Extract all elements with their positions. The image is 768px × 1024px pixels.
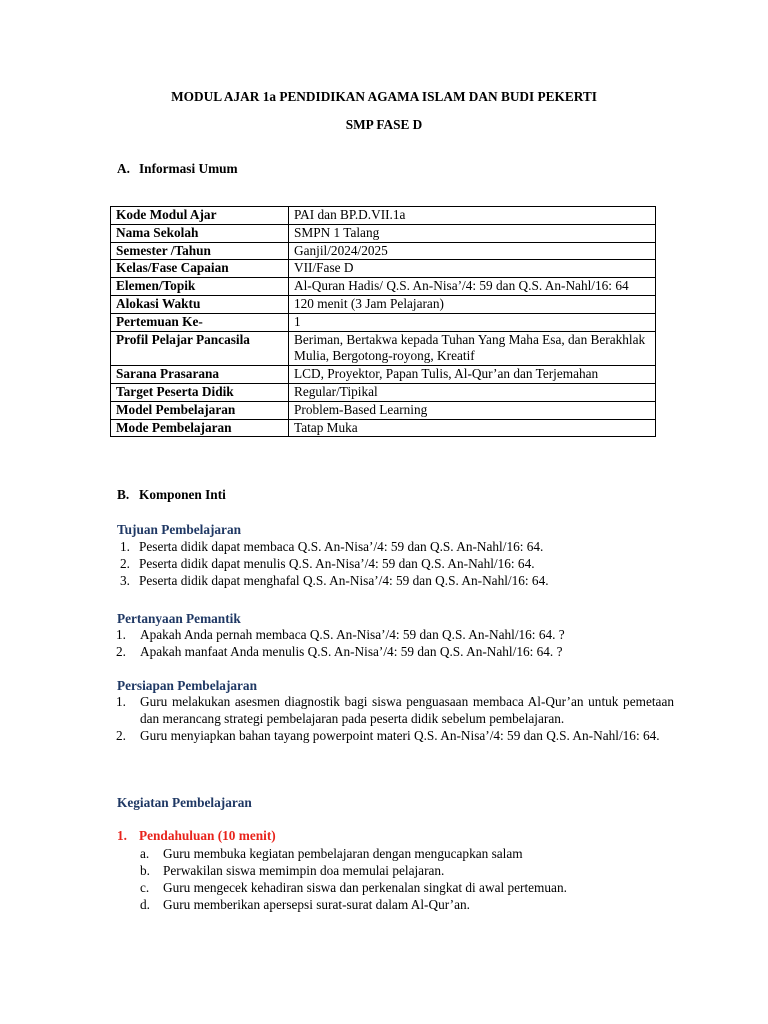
list-item: [120, 572, 660, 589]
row-value: LCD, Proyektor, Papan Tulis, Al-Qur’an dan Terjemahan: [289, 366, 656, 384]
row-key: Semester /Tahun: [111, 242, 289, 260]
section-b-title: Komponen Inti: [139, 487, 226, 502]
row-key: Target Peserta Didik: [111, 383, 289, 401]
table-row: [111, 366, 656, 384]
info-table: [110, 206, 656, 437]
list-item: [116, 643, 661, 660]
list-item: [120, 538, 660, 555]
table-row: [111, 242, 656, 260]
row-value: Beriman, Bertakwa kepada Tuhan Yang Maha Esa, dan Berakhlak Mulia, Bergotong-royong, Kreatif: [289, 331, 656, 366]
row-value: 1: [289, 313, 656, 331]
document-subtitle: SMP FASE D: [345, 117, 423, 132]
row-key: Alokasi Waktu: [111, 295, 289, 313]
item-letter: b.: [140, 863, 150, 878]
row-value: 120 menit (3 Jam Pelajaran): [289, 295, 656, 313]
item-number: 1.: [116, 694, 126, 709]
item-number: 3.: [120, 573, 130, 588]
document-title: MODUL AJAR 1a PENDIDIKAN AGAMA ISLAM DAN BUDI PEKERTI: [171, 89, 597, 104]
list-item: [116, 626, 661, 643]
row-value: PAI dan BP.D.VII.1a: [289, 207, 656, 225]
table-row: [111, 260, 656, 278]
section-b-heading: [117, 486, 226, 503]
pemantik-heading: Pertanyaan Pemantik: [117, 611, 241, 626]
row-key: Sarana Prasarana: [111, 366, 289, 384]
item-number: 2.: [116, 644, 126, 659]
item-letter: c.: [140, 880, 150, 895]
pemantik-list: [116, 626, 661, 660]
table-row: [111, 313, 656, 331]
list-item: [116, 727, 674, 744]
tujuan-heading: Tujuan Pembelajaran: [117, 522, 241, 537]
persiapan-list: [116, 693, 674, 744]
list-item: [120, 555, 660, 572]
item-text: Guru memberikan apersepsi surat-surat dalam Al-Qur’an.: [163, 897, 470, 912]
row-key: Kelas/Fase Capaian: [111, 260, 289, 278]
table-row: [111, 401, 656, 419]
item-text: Guru menyiapkan bahan tayang powerpoint materi Q.S. An-Nisa’/4: 59 dan Q.S. An-Nahl/16: 64.: [140, 728, 660, 743]
table-row: [111, 419, 656, 437]
row-key: Pertemuan Ke-: [111, 313, 289, 331]
list-item: [140, 896, 670, 913]
list-item: [140, 879, 670, 896]
item-letter: d.: [140, 897, 150, 912]
row-value: Ganjil/2024/2025: [289, 242, 656, 260]
table-row: [111, 278, 656, 296]
row-value: Tatap Muka: [289, 419, 656, 437]
pendahuluan-heading: [117, 827, 276, 844]
persiapan-heading: Persiapan Pembelajaran: [117, 678, 257, 693]
section-a-title: Informasi Umum: [139, 161, 238, 176]
item-text: Perwakilan siswa memimpin doa memulai pelajaran.: [163, 863, 445, 878]
item-text: Peserta didik dapat menghafal Q.S. An-Nisa’/4: 59 dan Q.S. An-Nahl/16: 64.: [139, 573, 549, 588]
item-number: 1.: [116, 627, 126, 642]
kegiatan-heading: Kegiatan Pembelajaran: [117, 795, 252, 810]
table-row: [111, 224, 656, 242]
step-title: Pendahuluan (10 menit): [139, 828, 276, 843]
section-b-letter: B.: [117, 487, 130, 502]
item-number: 2.: [120, 556, 130, 571]
row-value: Al-Quran Hadis/ Q.S. An-Nisa’/4: 59 dan Q.S. An-Nahl/16: 64: [289, 278, 656, 296]
row-value: Regular/Tipikal: [289, 383, 656, 401]
section-a-letter: A.: [117, 161, 130, 176]
row-key: Nama Sekolah: [111, 224, 289, 242]
list-item: [140, 845, 670, 862]
list-item: [140, 862, 670, 879]
item-text: Guru mengecek kehadiran siswa dan perkenalan singkat di awal pertemuan.: [163, 880, 567, 895]
item-text: Peserta didik dapat menulis Q.S. An-Nisa’/4: 59 dan Q.S. An-Nahl/16: 64.: [139, 556, 535, 571]
table-row: [111, 295, 656, 313]
row-key: Elemen/Topik: [111, 278, 289, 296]
item-number: 2.: [116, 728, 126, 743]
row-key: Kode Modul Ajar: [111, 207, 289, 225]
pendahuluan-list: [140, 845, 670, 913]
row-value: Problem-Based Learning: [289, 401, 656, 419]
tujuan-list: [120, 538, 660, 589]
row-value: VII/Fase D: [289, 260, 656, 278]
step-number: 1.: [117, 828, 127, 843]
row-key: Mode Pembelajaran: [111, 419, 289, 437]
row-key: Model Pembelajaran: [111, 401, 289, 419]
item-text: Peserta didik dapat membaca Q.S. An-Nisa’/4: 59 dan Q.S. An-Nahl/16: 64.: [139, 539, 544, 554]
table-row: [111, 207, 656, 225]
item-letter: a.: [140, 846, 150, 861]
item-text: Guru melakukan asesmen diagnostik bagi siswa penguasaan membaca Al-Qur’an untuk pemetaan dan merancang strategi pembelajaran pada peserta didik sebelum pembelajaran.: [140, 694, 674, 726]
item-number: 1.: [120, 539, 130, 554]
row-value: SMPN 1 Talang: [289, 224, 656, 242]
table-row: [111, 383, 656, 401]
item-text: Guru membuka kegiatan pembelajaran dengan mengucapkan salam: [163, 846, 523, 861]
row-key: Profil Pelajar Pancasila: [111, 331, 289, 366]
item-text: Apakah manfaat Anda menulis Q.S. An-Nisa’/4: 59 dan Q.S. An-Nahl/16: 64. ?: [140, 644, 563, 659]
section-a-heading: [117, 160, 238, 177]
table-row: [111, 331, 656, 366]
item-text: Apakah Anda pernah membaca Q.S. An-Nisa’/4: 59 dan Q.S. An-Nahl/16: 64. ?: [140, 627, 565, 642]
list-item: [116, 693, 674, 727]
